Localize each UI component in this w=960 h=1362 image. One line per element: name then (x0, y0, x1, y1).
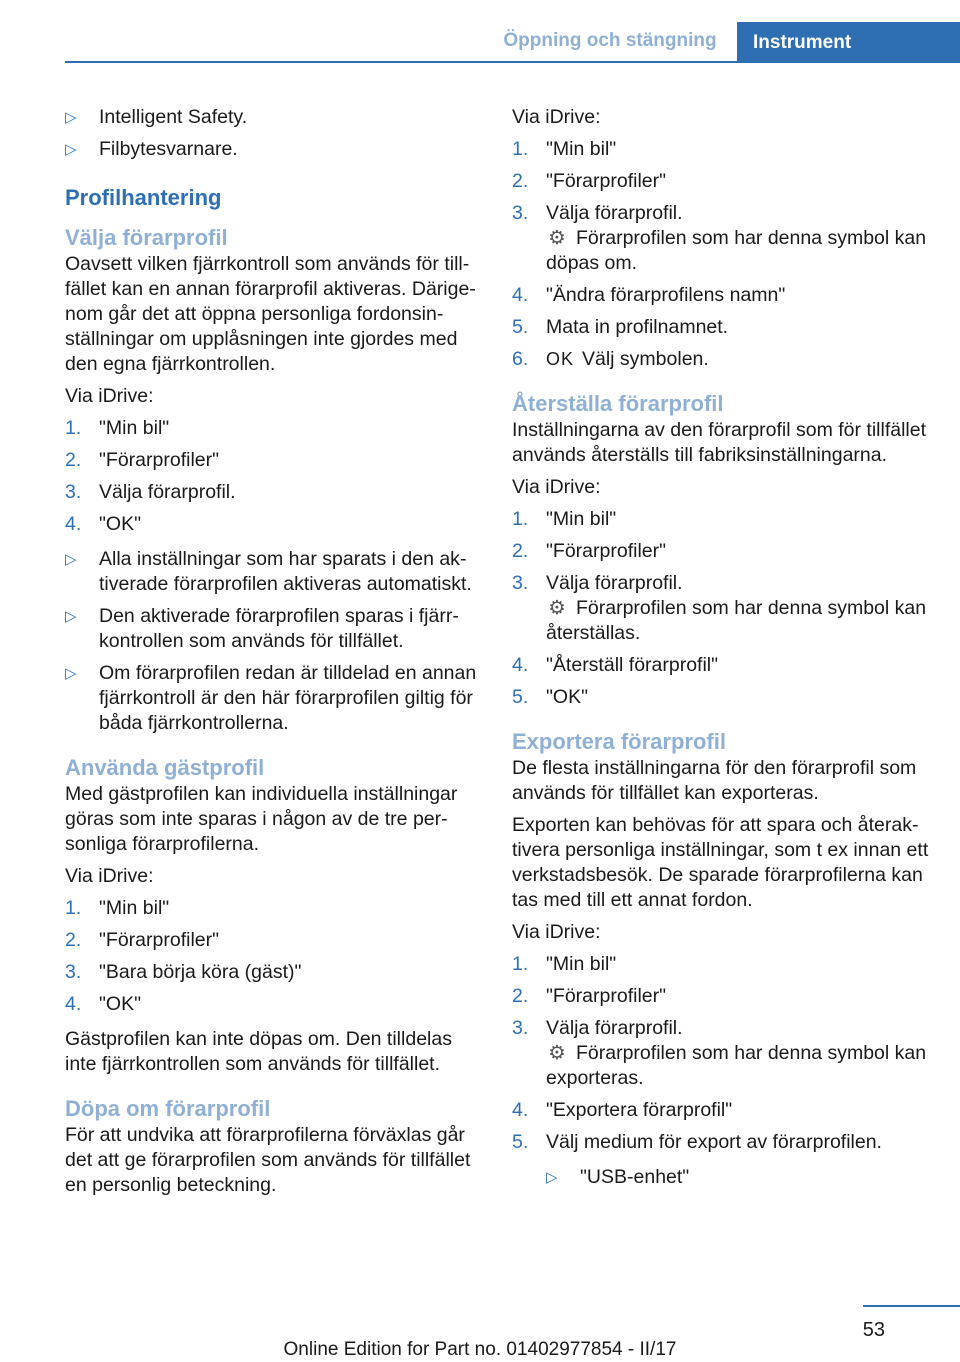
gear-icon: ⚙ (548, 227, 566, 249)
triangle-right-icon: ▷ (65, 665, 77, 682)
step-list (512, 137, 932, 372)
paragraph: Med gästprofilen kan individuella inställningar göras som inte sparas i någon av de tre personliga förarprofilerna. (65, 783, 458, 855)
list-item: ▷ Alla inställningar som har sparats i den aktiverade förarprofilen aktiveras automatiskt. (65, 548, 472, 595)
gear-icon: ⚙ (548, 597, 566, 619)
header-section-title: Öppning och stängning (503, 30, 717, 51)
step-note: ⚙ Förarprofilen som har denna symbol kan exporteras. (546, 1042, 927, 1089)
list-item: 5. Välj medium för export av förarprofilen. (512, 1131, 882, 1153)
footer-rule (863, 1305, 960, 1307)
list-item: 6. OK Välj symbolen. (512, 348, 709, 370)
top-bullet-list (65, 105, 485, 162)
paragraph: Oavsett vilken fjärrkontroll som används för tillfället kan en annan förarprofil aktiveras. Därigenom går det att öppna personliga fordonsinställningar om upplåsningen inte gjordes med den egna fjärrkontrollen. (65, 253, 476, 375)
list-item: ▷ Intelligent Safety. (65, 106, 248, 128)
list-item: 2. "Förarprofiler" (65, 929, 220, 951)
page-number: 53 (862, 1319, 885, 1341)
triangle-right-icon: ▷ (546, 1169, 558, 1186)
subsection-heading: Använda gästprofil (65, 755, 265, 780)
step-note: ⚙ Förarprofilen som har denna symbol kan återställas. (546, 597, 927, 644)
header-chapter-tab: Instrument (737, 22, 960, 63)
subsection-heading: Exportera förarprofil (512, 729, 726, 754)
via-idrive-label: Via iDrive: (512, 106, 601, 128)
via-idrive-label: Via iDrive: (512, 921, 601, 943)
via-idrive-label: Via iDrive: (65, 865, 154, 887)
gear-icon: ⚙ (548, 1042, 566, 1064)
nested-bullet-list (546, 1165, 932, 1190)
list-item: 3. Välja förarprofil. (65, 481, 236, 503)
list-item: 3. Välja förarprofil. ⚙ Förarprofilen som har denna symbol kan återställas. (512, 571, 932, 646)
list-item: 2. "Förarprofiler" (512, 170, 667, 192)
via-idrive-label: Via iDrive: (512, 476, 601, 498)
paragraph: Inställningarna av den förarprofil som för tillfället används återställs till fabriksinställningarna. (512, 419, 927, 466)
list-item: 3. "Bara börja köra (gäst)" (65, 961, 302, 983)
paragraph: För att undvika att förarprofilerna förväxlas går det att ge förarprofilen som används för tillfället en personlig beteckning. (65, 1124, 471, 1196)
list-item: 3. Välja förarprofil. ⚙ Förarprofilen som har denna symbol kan döpas om. (512, 201, 932, 276)
triangle-right-icon: ▷ (65, 109, 77, 126)
triangle-right-icon: ▷ (65, 608, 77, 625)
subsection-heading: Välja förarprofil (65, 225, 228, 250)
list-item: 1. "Min bil" (512, 508, 617, 530)
list-item: 3. Välja förarprofil. ⚙ Förarprofilen som har denna symbol kan exporteras. (512, 1016, 932, 1091)
subsection-heading: Döpa om förarprofil (65, 1096, 271, 1121)
list-item: 5. "OK" (512, 686, 589, 708)
step-note: ⚙ Förarprofilen som har denna symbol kan döpas om. (546, 227, 927, 274)
list-item: 4. "OK" (65, 993, 142, 1015)
list-item: ▷ Den aktiverade förarprofilen sparas i fjärrkontrollen som används för tillfället. (65, 605, 459, 652)
list-item: 5. Mata in profilnamnet. (512, 316, 729, 338)
list-item: 4. "Ändra förarprofilens namn" (512, 284, 786, 306)
list-item: 2. "Förarprofiler" (512, 540, 667, 562)
list-item: ▷ Filbytesvarnare. (65, 138, 238, 160)
list-item: 4. "Exportera förarprofil" (512, 1099, 733, 1121)
step-list (512, 507, 932, 710)
triangle-right-icon: ▷ (65, 141, 77, 158)
list-item: 2. "Förarprofiler" (65, 449, 220, 471)
via-idrive-label: Via iDrive: (65, 385, 154, 407)
list-item: ▷ Om förarprofilen redan är tilldelad en annan fjärrkontroll är den här förarprofilen giltig för båda fjärrkontrollerna. (65, 662, 477, 734)
step-list (512, 952, 932, 1155)
paragraph: Exporten kan behövas för att spara och återaktivera personliga inställningar, som t ex innan ett verkstadsbesök. De sparade förarprofilerna kan tas med till ett annat fordon. (512, 814, 929, 911)
section-heading: Profilhantering (65, 185, 222, 210)
edition-note: Online Edition for Part no. 01402977854 - II/17 (283, 1339, 677, 1360)
header-rule (65, 61, 960, 63)
list-item: 1. "Min bil" (512, 953, 617, 975)
right-column (512, 105, 932, 1200)
list-item: 4. "OK" (65, 513, 142, 535)
list-item: ▷ "USB-enhet" (546, 1166, 690, 1188)
bullet-list (65, 547, 485, 736)
list-item: 1. "Min bil" (65, 417, 170, 439)
paragraph: De flesta inställningarna för den förarprofil som används för tillfället kan exporteras. (512, 757, 917, 804)
list-item: 1. "Min bil" (512, 138, 617, 160)
triangle-right-icon: ▷ (65, 551, 77, 568)
list-item: 4. "Återställ förarprofil" (512, 654, 719, 676)
ok-icon: OK (546, 349, 575, 369)
step-list (65, 896, 485, 1017)
left-column (65, 105, 485, 1205)
list-item: 2. "Förarprofiler" (512, 985, 667, 1007)
list-item: 1. "Min bil" (65, 897, 170, 919)
subsection-heading: Återställa förarprofil (512, 391, 724, 416)
step-list (65, 416, 485, 537)
paragraph: Gästprofilen kan inte döpas om. Den tilldelas inte fjärrkontrollen som används för tillfället. (65, 1028, 452, 1075)
